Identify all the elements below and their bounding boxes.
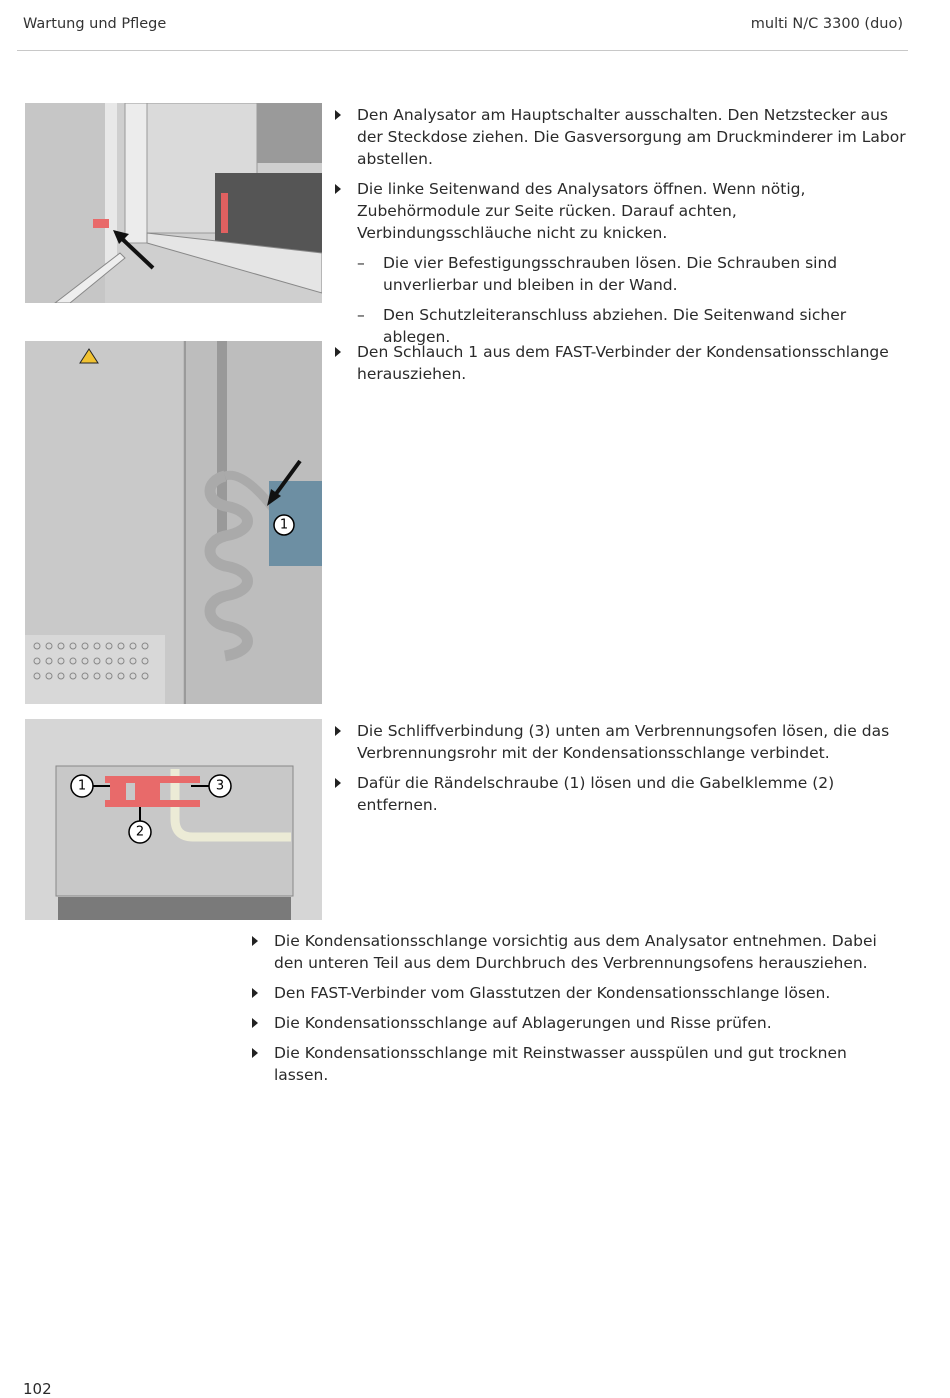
bullet-triangle-icon xyxy=(335,110,341,120)
step-item xyxy=(250,982,890,1004)
figure-condensation-coil xyxy=(25,341,322,704)
bullet-triangle-icon xyxy=(252,1018,258,1028)
steps-section-1 xyxy=(333,104,908,356)
step-text: Die Kondensationsschlange vorsichtig aus dem Analysator entnehmen. Dabei den unteren Teil aus dem Durchbruch des Verbrennungsofens herausziehen. xyxy=(274,932,877,972)
steps-section-4 xyxy=(250,930,890,1094)
substeps xyxy=(357,252,908,348)
step-text: Den FAST-Verbinder vom Glasstutzen der Kondensationsschlange lösen. xyxy=(274,984,831,1002)
step-item xyxy=(250,930,890,974)
figure-ground-joint xyxy=(25,719,322,920)
bullet-triangle-icon xyxy=(335,778,341,788)
steps-section-3 xyxy=(333,720,908,824)
step-text: Die Kondensationsschlange mit Reinstwasser ausspülen und gut trocknen lassen. xyxy=(274,1044,847,1084)
step-item xyxy=(250,1012,890,1034)
page-number: 102 xyxy=(23,1380,52,1398)
running-header-section: Wartung und Pflege xyxy=(23,16,167,32)
header-divider xyxy=(17,50,908,51)
step-text: Dafür die Rändelschraube (1) lösen und die Gabelklemme (2) entfernen. xyxy=(357,774,835,814)
step-item xyxy=(333,772,908,816)
dash-marker: – xyxy=(357,306,365,324)
substep-text: Den Schutzleiteranschluss abziehen. Die Seitenwand sicher ablegen. xyxy=(383,306,847,346)
callout-1: 1 xyxy=(279,517,289,533)
callout-2: 2 xyxy=(135,824,145,840)
bullet-triangle-icon xyxy=(335,726,341,736)
substep-text: Die vier Befestigungsschrauben lösen. Die Schrauben sind unverlierbar und bleiben in der Wand. xyxy=(383,254,838,294)
bullet-triangle-icon xyxy=(252,1048,258,1058)
bullet-triangle-icon xyxy=(252,988,258,998)
step-item xyxy=(333,178,908,348)
step-item xyxy=(333,341,908,385)
step-text: Die Kondensationsschlange auf Ablagerungen und Risse prüfen. xyxy=(274,1014,772,1032)
steps-section-2 xyxy=(333,341,908,393)
step-text: Die linke Seitenwand des Analysators öffnen. Wenn nötig, Zubehörmodule zur Seite rücken. Darauf achten, Verbindungsschläuche nicht zu knicken. xyxy=(357,180,806,242)
bullet-triangle-icon xyxy=(335,184,341,194)
dash-marker: – xyxy=(357,254,365,272)
callout-1: 1 xyxy=(77,778,87,794)
step-text: Den Analysator am Hauptschalter ausschalten. Den Netzstecker aus der Steckdose ziehen. Die Gasversorgung am Druckminderer im Labor abstellen. xyxy=(357,106,906,168)
callout-3: 3 xyxy=(215,778,225,794)
running-header-product: multi N/C 3300 (duo) xyxy=(750,16,903,32)
step-item xyxy=(333,104,908,170)
step-text: Die Schliffverbindung (3) unten am Verbrennungsofen lösen, die das Verbrennungsrohr mit der Kondensationsschlange verbindet. xyxy=(357,722,890,762)
step-item xyxy=(250,1042,890,1086)
bullet-triangle-icon xyxy=(335,347,341,357)
bullet-triangle-icon xyxy=(252,936,258,946)
step-text: Den Schlauch 1 aus dem FAST-Verbinder der Kondensationsschlange herausziehen. xyxy=(357,343,889,383)
substep-item xyxy=(357,252,908,296)
figure-side-panel-open xyxy=(25,103,322,303)
step-item xyxy=(333,720,908,764)
